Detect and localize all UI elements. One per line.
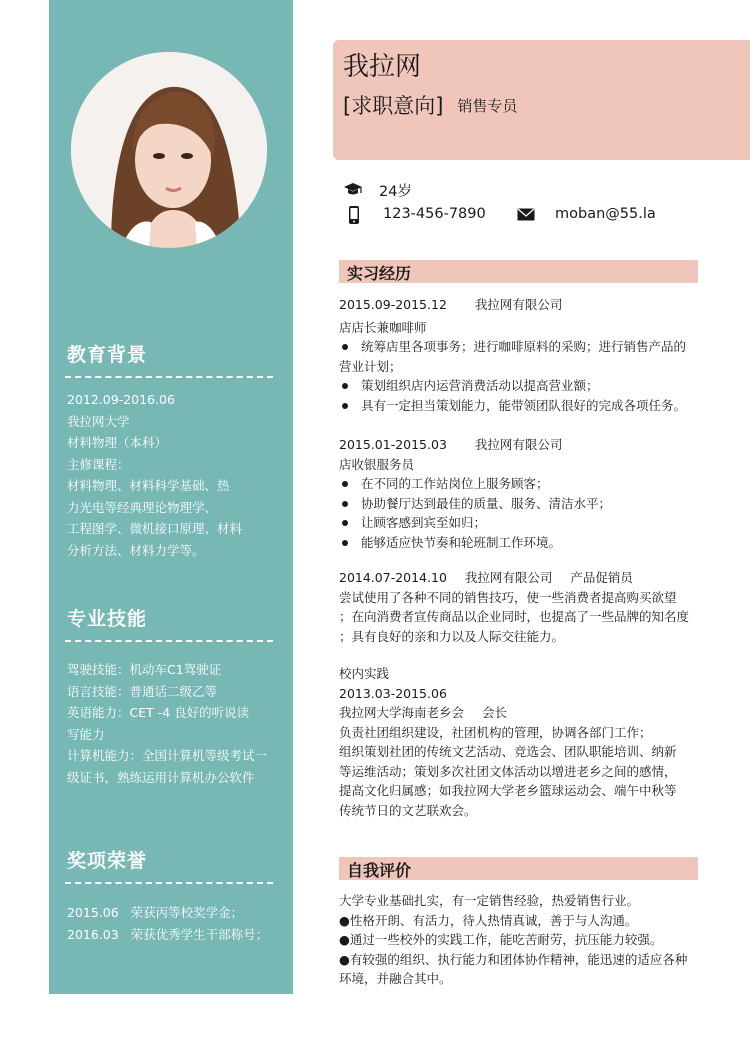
internship-title: 实习经历 bbox=[347, 264, 412, 283]
job-bullet: 协助餐厅达到最佳的质量、服务、清洁水平； bbox=[339, 494, 707, 514]
envelope-icon bbox=[517, 208, 535, 221]
education-line: 我拉网大学 bbox=[67, 413, 130, 429]
self-eval-line: 大学专业基础扎实，有一定销售经验，热爱销售行业。 bbox=[339, 893, 640, 908]
job-role: 店店长兼咖啡师 bbox=[339, 319, 427, 335]
job-role: 产品促销员 bbox=[570, 570, 633, 585]
internship-section-header bbox=[339, 260, 698, 283]
job-bullet: 在不同的工作站岗位上服务顾客； bbox=[339, 474, 707, 494]
age-text: 24岁 bbox=[379, 184, 412, 200]
education-divider bbox=[65, 376, 273, 378]
education-line: 材料物理、材料科学基础、热 bbox=[67, 478, 230, 493]
campus-line: 负责社团组织建设，社团机构的管理，协调各部门工作； bbox=[339, 724, 652, 740]
education-content bbox=[67, 389, 277, 561]
job-date: 2015.09-2015.12 bbox=[339, 297, 447, 312]
campus-date: 2013.03-2015.06 bbox=[339, 685, 447, 701]
self-eval-title: 自我评价 bbox=[347, 861, 412, 880]
education-line: 2012.09-2016.06 bbox=[67, 392, 175, 407]
awards-line: 2015.06 荣获丙等校奖学金； bbox=[67, 905, 244, 920]
email-text: moban@55.la bbox=[555, 206, 656, 222]
self-eval-content bbox=[339, 891, 707, 989]
job-desc-line: 尝试使用了各种不同的销售技巧，使一些消费者提高购买欲望 bbox=[339, 589, 677, 605]
job-intention-value: 销售专员 bbox=[457, 97, 518, 115]
education-title: 教育背景 bbox=[67, 344, 148, 366]
internship-job-1 bbox=[339, 295, 707, 415]
campus-title: 校内实践 bbox=[339, 666, 390, 681]
skills-line: 计算机能力：全国计算机等级考试一 bbox=[67, 748, 268, 763]
job-date: 2015.01-2015.03 bbox=[339, 437, 447, 452]
job-date: 2014.07-2014.10 bbox=[339, 570, 447, 585]
campus-line: 组织策划社团的传统文艺活动、竞选会、团队职能培训、纳新 bbox=[339, 744, 677, 759]
campus-practice bbox=[339, 664, 707, 820]
job-company: 我拉网有限公司 bbox=[474, 297, 563, 312]
skills-line: 英语能力：CET -4 良好的听说读 bbox=[67, 705, 250, 720]
job-bullet: 具有一定担当策划能力，能带领团队很好的完成各项任务。 bbox=[339, 396, 707, 416]
skills-line: 驾驶技能：机动车C1驾驶证 bbox=[67, 662, 222, 677]
skills-content bbox=[67, 659, 277, 788]
education-line: 分析方法、材料力学等。 bbox=[67, 542, 205, 558]
awards-title: 奖项荣誉 bbox=[67, 850, 148, 872]
campus-line: 提高文化归属感；如我拉网大学老乡篮球运动会、端午中秋等 bbox=[339, 783, 677, 798]
sidebar bbox=[49, 0, 293, 994]
job-role: 店收银服务员 bbox=[339, 456, 415, 472]
job-bullet: 能够适应快节奏和轮班制工作环境。 bbox=[339, 533, 707, 553]
campus-line: 等运维活动；策划多次社团文体活动以增进老乡之间的感情， bbox=[339, 763, 677, 779]
job-intention-label: [求职意向] bbox=[343, 94, 444, 118]
skills-divider bbox=[65, 640, 273, 642]
graduation-cap-icon bbox=[343, 182, 363, 198]
education-line: 力光电等经典理论物理学、 bbox=[67, 499, 218, 515]
header-banner bbox=[333, 40, 750, 160]
skills-line: 级证书，熟练运用计算机办公软件 bbox=[67, 769, 255, 785]
person-name: 我拉网 bbox=[343, 52, 422, 82]
self-eval-section-header bbox=[339, 857, 698, 880]
education-line: 工程图学、微机接口原理、材料 bbox=[67, 521, 243, 536]
job-desc-line: ；在向消费者宣传商品以企业同时，也提高了一些品牌的知名度 bbox=[339, 609, 690, 624]
skills-title: 专业技能 bbox=[67, 608, 148, 630]
self-eval-line: ●通过一些校外的实践工作，能吃苦耐劳，抗压能力较强。 bbox=[339, 932, 663, 947]
phone-icon bbox=[348, 205, 360, 225]
internship-job-2 bbox=[339, 435, 707, 552]
campus-role: 会长 bbox=[482, 705, 508, 720]
job-bullet: 让顾客感到宾至如归； bbox=[339, 513, 707, 533]
job-bullet-continued: 营业计划； bbox=[339, 358, 402, 374]
self-eval-line: ●性格开朗、有活力，待人热情真诚，善于与人沟通。 bbox=[339, 912, 638, 928]
job-intention bbox=[343, 90, 517, 120]
self-eval-line: ●有较强的组织、执行能力和团体协作精神，能迅速的适应各种 bbox=[339, 951, 688, 967]
profile-photo bbox=[71, 52, 267, 248]
phone-text: 123-456-7890 bbox=[383, 206, 486, 222]
job-bullet: 策划组织店内运营消费活动以提高营业额； bbox=[339, 376, 707, 396]
skills-line: 语言技能：普通话二级乙等 bbox=[67, 683, 218, 699]
self-eval-line: 环境，并融合其中。 bbox=[339, 971, 452, 986]
internship-job-3 bbox=[339, 568, 707, 646]
awards-content bbox=[67, 902, 277, 945]
campus-org: 我拉网大学海南老乡会 bbox=[339, 705, 465, 720]
skills-line: 写能力 bbox=[67, 726, 105, 742]
awards-line: 2016.03 荣获优秀学生干部称号； bbox=[67, 926, 269, 942]
campus-line: 传统节日的文艺联欢会。 bbox=[339, 802, 477, 818]
awards-divider bbox=[65, 882, 273, 884]
education-line: 材料物理（本科） bbox=[67, 435, 168, 450]
job-bullet: 统筹店里各项事务；进行咖啡原料的采购；进行销售产品的 bbox=[339, 337, 707, 357]
job-company: 我拉网有限公司 bbox=[464, 570, 553, 585]
job-desc-line: ；具有良好的亲和力以及人际交往能力。 bbox=[339, 628, 565, 644]
education-line: 主修课程： bbox=[67, 456, 130, 472]
job-company: 我拉网有限公司 bbox=[474, 437, 563, 452]
